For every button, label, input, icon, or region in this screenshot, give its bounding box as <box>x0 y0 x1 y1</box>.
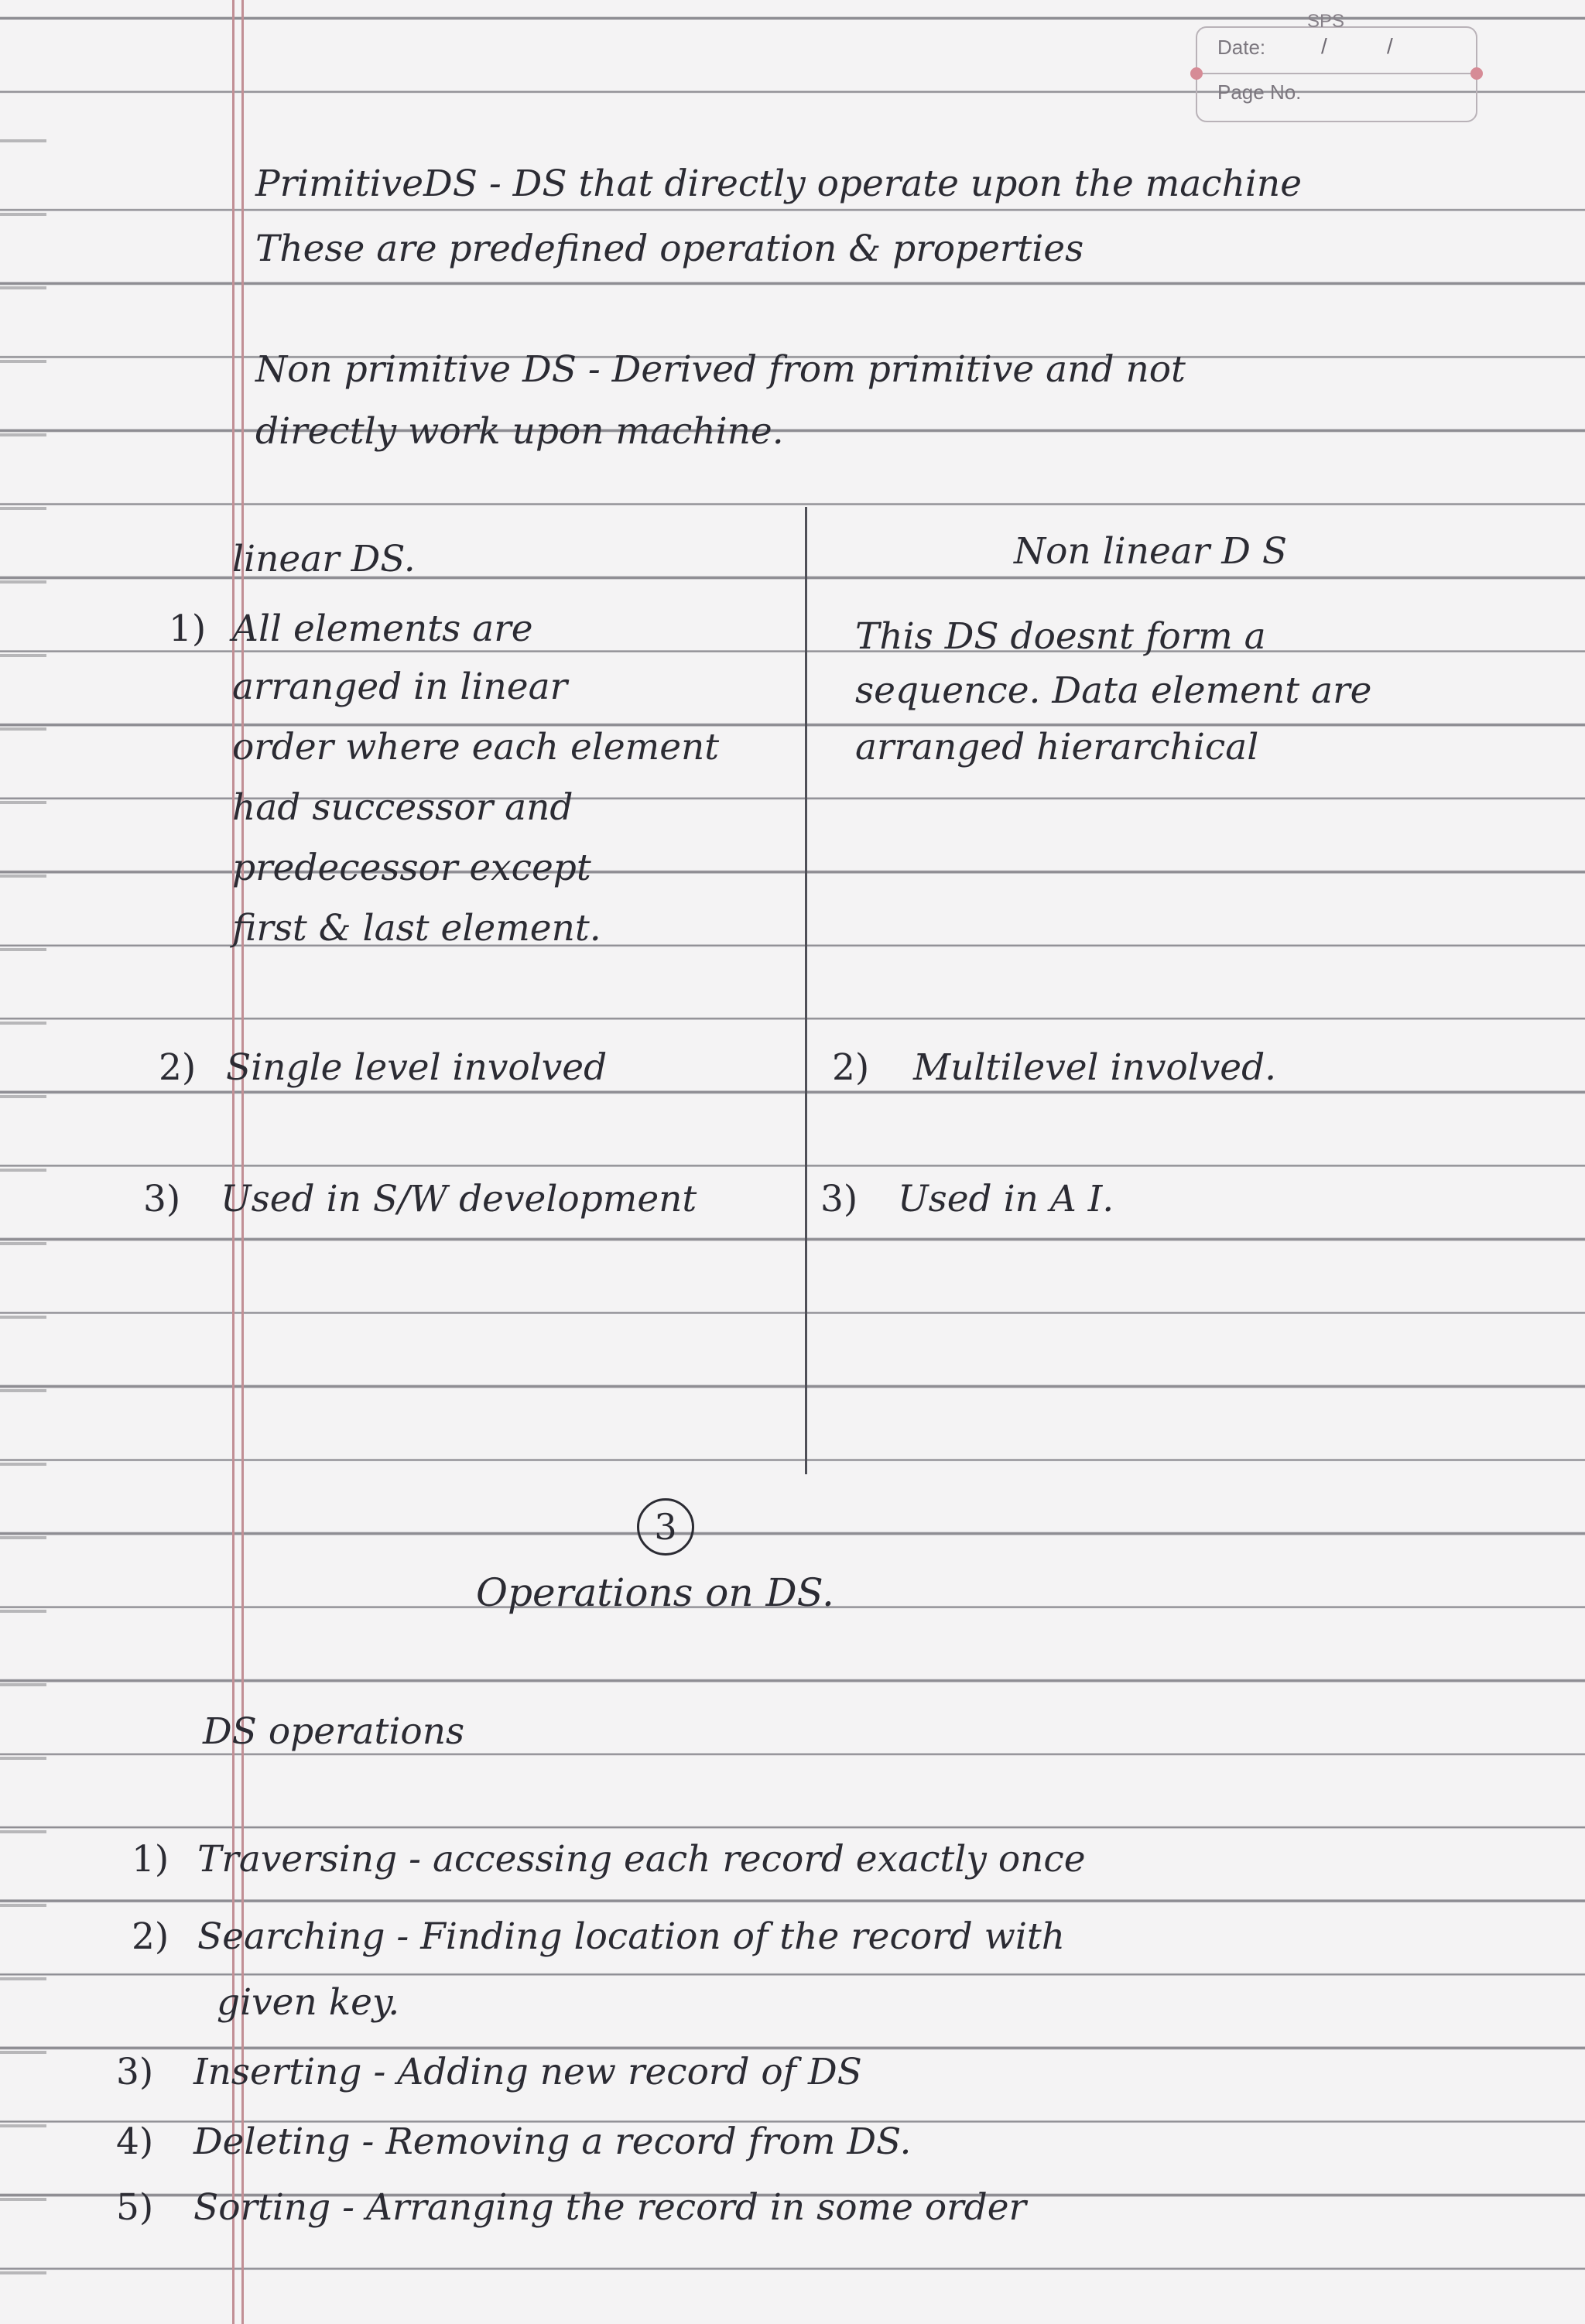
linear-row-1-line: first & last element. <box>232 907 601 950</box>
margin-line <box>241 0 244 2324</box>
linear-row-3-line: Used in S/W development <box>221 1178 697 1220</box>
operation-inserting: Inserting - Adding new record of DS <box>193 2051 862 2093</box>
operation-sorting: Sorting - Arranging the record in some order <box>193 2186 1026 2229</box>
row-number: 3) <box>143 1178 181 1220</box>
section-subtitle: DS operations <box>203 1710 465 1753</box>
date-box-divider <box>1197 73 1476 74</box>
nonlinear-ds-header: Non linear D S <box>1014 530 1288 573</box>
linear-row-1-line: order where each element <box>232 726 720 768</box>
list-number: 5) <box>116 2186 154 2229</box>
non-primitive-ds-line-2: directly work upon machine. <box>255 410 784 453</box>
operation-searching: Searching - Finding location of the record with <box>197 1915 1066 1958</box>
date-separator: / <box>1387 34 1393 58</box>
section-title: Operations on DS. <box>476 1570 834 1615</box>
linear-row-1-line: predecessor except <box>232 847 591 889</box>
linear-row-1-line: arranged in linear <box>232 666 568 708</box>
page-number-label: Page No. <box>1217 80 1302 104</box>
operation-traversing: Traversing - accessing each record exactly once <box>197 1838 1086 1881</box>
spiral-binding <box>0 93 46 2322</box>
nonlinear-row-3-line: Used in A I. <box>898 1178 1114 1220</box>
row-number: 2) <box>159 1046 197 1089</box>
date-label: Date: <box>1217 36 1266 59</box>
row-number: 1) <box>169 608 207 650</box>
row-number: 3) <box>820 1178 858 1220</box>
operation-deleting: Deleting - Removing a record from DS. <box>193 2120 912 2163</box>
non-primitive-ds-line-1: Non primitive DS - Derived from primitive and not <box>255 348 1186 391</box>
nonlinear-row-2-line: Multilevel involved. <box>913 1046 1277 1089</box>
row-number: 2) <box>832 1046 870 1089</box>
margin-line <box>232 0 234 2324</box>
nonlinear-row-1-line: This DS doesnt form a <box>855 615 1266 658</box>
box-dot-left <box>1190 67 1203 80</box>
primitive-ds-line-2: These are predefined operation & properties <box>255 228 1084 270</box>
linear-row-1-line: had successor and <box>232 786 573 829</box>
section-number-circle: 3 <box>637 1498 694 1556</box>
list-number: 2) <box>132 1915 169 1958</box>
date-page-box <box>1196 11 1477 122</box>
table-divider <box>805 507 807 1474</box>
list-number: 4) <box>116 2120 154 2163</box>
linear-row-1-line: All elements are <box>232 608 533 650</box>
date-separator: / <box>1321 34 1327 58</box>
list-number: 3) <box>116 2051 154 2093</box>
box-dot-right <box>1470 67 1483 80</box>
nonlinear-row-1-line: arranged hierarchical <box>855 726 1259 768</box>
linear-row-2-line: Single level involved <box>226 1046 608 1089</box>
linear-ds-header: linear DS. <box>232 538 416 580</box>
brand-label: SPS <box>1307 11 1345 32</box>
operation-searching-cont: given key. <box>217 1981 400 2024</box>
nonlinear-row-1-line: sequence. Data element are <box>855 669 1372 712</box>
primitive-ds-line-1: PrimitiveDS - DS that directly operate upon the machine <box>255 163 1303 205</box>
list-number: 1) <box>132 1838 169 1881</box>
